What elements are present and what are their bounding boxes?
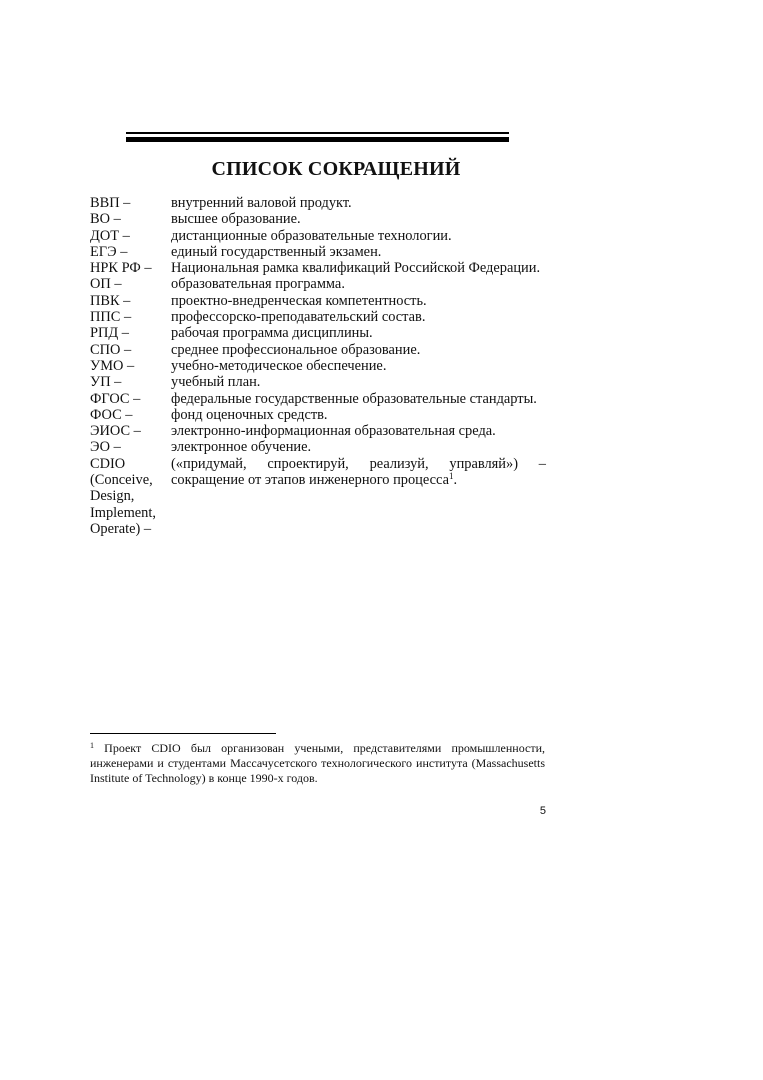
abbreviation-definition: рабочая программа дисциплины. [171, 325, 373, 342]
abbreviation-term: ВО – [90, 211, 121, 228]
abbreviation-definition-cdio [171, 456, 546, 489]
abbreviation-row [90, 423, 560, 439]
footnote [90, 741, 545, 787]
abbreviation-term: ФГОС – [90, 390, 141, 407]
abbreviation-term-cdio [90, 456, 166, 537]
cdio-term-line: Implement, [90, 504, 156, 521]
abbreviation-definition: электронное обучение. [171, 439, 312, 456]
cdio-term-line: Operate) – [90, 520, 152, 537]
abbreviation-term: ДОТ – [90, 227, 130, 244]
abbreviation-definition: дистанционные образовательные технологии. [171, 227, 452, 244]
abbreviation-term: ВВП – [90, 195, 131, 211]
abbreviation-definition: учебный план. [171, 374, 261, 391]
cdio-term-line: Design, [90, 488, 135, 505]
abbreviation-row [90, 276, 560, 292]
abbreviation-row [90, 325, 560, 341]
title-rule-thick [126, 137, 509, 142]
abbreviation-row [90, 342, 560, 358]
abbreviation-term: ЭИОС – [90, 423, 141, 440]
cdio-definition-end: . [453, 472, 458, 489]
abbreviation-row [90, 374, 560, 390]
abbreviation-term: ПВК – [90, 292, 131, 309]
abbreviation-term: НРК РФ – [90, 260, 152, 277]
footnote-separator [90, 733, 276, 734]
abbreviation-row [90, 195, 560, 211]
footnote-reference[interactable]: 1 [448, 471, 454, 482]
abbreviation-term: ОП – [90, 276, 122, 293]
abbreviation-row [90, 391, 560, 407]
abbreviation-definition: Национальная рамка квалификаций Российской Федерации. [171, 260, 541, 277]
abbreviation-term: ЭО – [90, 439, 121, 456]
abbreviation-definition: единый государственный экзамен. [171, 243, 382, 260]
abbreviation-row-cdio [90, 455, 560, 537]
abbreviation-term: УП – [90, 374, 122, 391]
abbreviation-term: СПО – [90, 341, 132, 358]
abbreviation-row [90, 293, 560, 309]
title-rule-thin [126, 132, 509, 134]
abbreviation-definition: проектно-внедренческая компетентность. [171, 292, 427, 309]
abbreviation-row [90, 439, 560, 455]
abbreviation-term: ЕГЭ – [90, 243, 128, 260]
abbreviation-row [90, 407, 560, 423]
abbreviation-definition: профессорско-преподавательский состав. [171, 309, 426, 326]
abbreviation-definition: фонд оценочных средств. [171, 406, 328, 423]
footnote-text: Проект CDIO был организован учеными, представителями промышленности, инженерами и студентами Массачусетского технологического института (Massachusetts Institute of Technology) в конце 1990-х годов. [90, 741, 545, 786]
abbreviation-definition: учебно-методическое обеспечение. [171, 357, 387, 374]
page-title: СПИСОК СОКРАЩЕНИЙ [211, 158, 461, 180]
abbreviation-row [90, 260, 560, 276]
abbreviation-definition: электронно-информационная образовательная среда. [171, 423, 496, 440]
abbreviation-row [90, 211, 560, 227]
abbreviation-row [90, 228, 560, 244]
abbreviation-row [90, 309, 560, 325]
abbreviation-definition: высшее образование. [171, 211, 301, 228]
cdio-definition-text: («придумай, спроектируй, реализуй, управляй») – сокращение от этапов инженерного процесса [171, 455, 546, 489]
abbreviation-list [90, 195, 560, 537]
abbreviation-definition: среднее профессиональное образование. [171, 341, 421, 358]
abbreviation-definition: внутренний валовой продукт. [171, 195, 352, 211]
abbreviation-term: УМО – [90, 357, 135, 374]
page-number: 5 [539, 805, 546, 817]
cdio-term-line: (Conceive, [90, 472, 153, 489]
abbreviation-row [90, 358, 560, 374]
abbreviation-term: ФОС – [90, 406, 133, 423]
abbreviation-term: ППС – [90, 309, 132, 326]
abbreviation-definition: образовательная программа. [171, 276, 345, 293]
abbreviation-term: РПД – [90, 325, 130, 342]
footnote-mark: 1 [90, 741, 94, 750]
abbreviation-definition: федеральные государственные образовательные стандарты. [171, 390, 537, 407]
cdio-term-line: CDIO [90, 455, 126, 472]
abbreviation-row [90, 244, 560, 260]
